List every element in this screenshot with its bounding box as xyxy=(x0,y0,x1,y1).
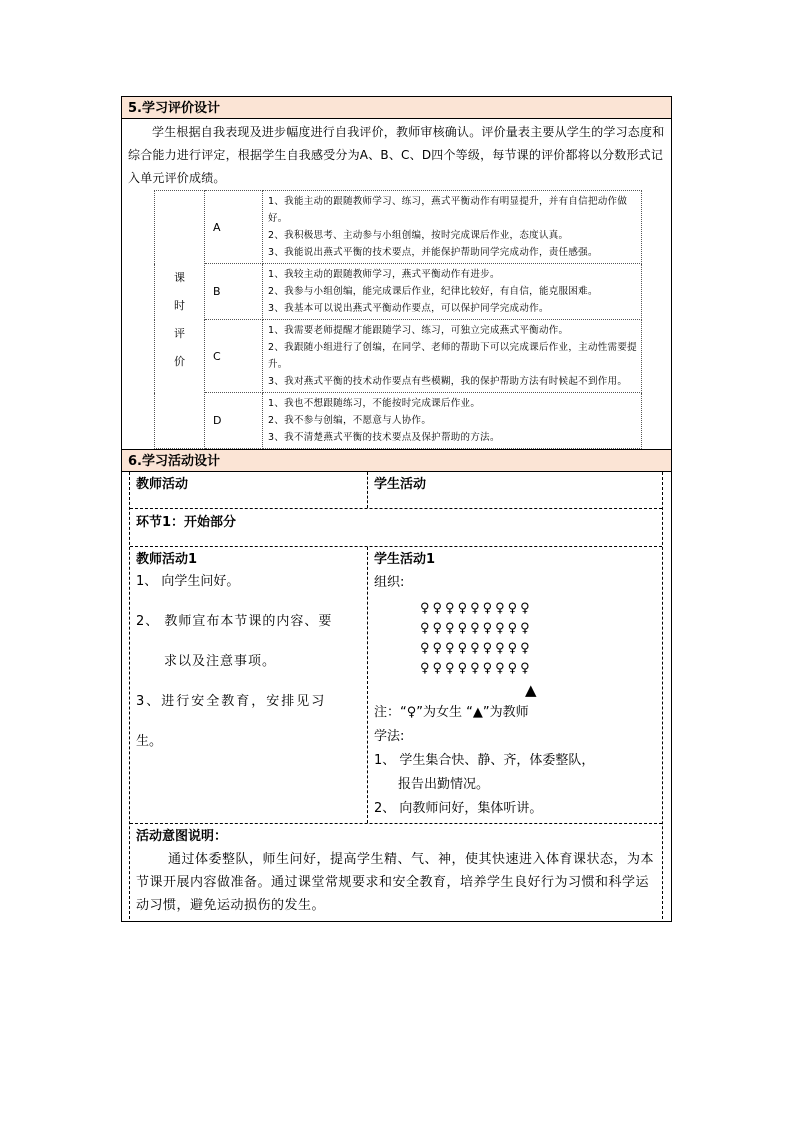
activity-intent xyxy=(130,824,662,919)
teacher-position-icon: ▲ xyxy=(525,681,537,699)
stage-title: 环节1：开始部分 xyxy=(130,509,662,547)
criteria-item: 2、我跟随小组进行了创编，在同学、老师的帮助下可以完成课后作业，主动性需要提升。 xyxy=(268,342,637,370)
activity-content-row xyxy=(130,547,662,824)
evaluation-intro xyxy=(122,121,671,190)
teacher-item: 1、 向学生问好。 xyxy=(136,574,240,589)
section-5-title: 5.学习评价设计 xyxy=(121,96,672,119)
grade-description xyxy=(263,393,642,449)
evaluation-row-d xyxy=(155,393,642,449)
activity-header-row xyxy=(130,472,662,509)
formation-note: 注：“♀”为女生 “▲”为教师 xyxy=(374,705,529,720)
teacher-activity-title: 教师活动1 xyxy=(136,552,198,567)
evaluation-row-a xyxy=(155,191,642,264)
intent-title: 活动意图说明： xyxy=(136,829,228,844)
learning-item: 报告出勤情况。 xyxy=(398,777,490,792)
learning-item: 1、 学生集合快、静、齐，体委整队， xyxy=(374,753,595,768)
category-char: 时 xyxy=(174,298,185,312)
criteria-item: 2、我不参与创编，不愿意与人协作。 xyxy=(268,415,432,426)
teacher-item: 3、进行安全教育，安排见习 xyxy=(136,694,327,709)
category-char: 课 xyxy=(174,270,185,284)
criteria-item: 3、我对燕式平衡的技术动作要点有些模糊，我的保护帮助方法有时候起不到作用。 xyxy=(268,376,628,387)
student-activity-header: 学生活动 xyxy=(374,477,427,492)
teacher-activity-header: 教师活动 xyxy=(130,472,368,508)
intent-text xyxy=(136,848,656,917)
learning-method-label: 学法: xyxy=(374,729,405,744)
grade-label: D xyxy=(205,393,263,449)
teacher-item: 2、 教师宣布本节课的内容、要 xyxy=(136,614,333,629)
teacher-item: 生。 xyxy=(136,734,163,749)
grade-label: B xyxy=(205,264,263,320)
category-char: 价 xyxy=(174,354,185,368)
evaluation-row-b xyxy=(155,264,642,320)
criteria-item: 1、我较主动的跟随教师学习，燕式平衡动作有进步。 xyxy=(268,269,500,280)
activity-table xyxy=(129,472,663,919)
evaluation-table xyxy=(154,190,642,449)
formation-row: ♀♀♀♀♀♀♀♀♀ xyxy=(420,601,533,616)
grade-description xyxy=(263,264,642,320)
student-activity-cell xyxy=(368,547,662,823)
criteria-item: 1、我需要老师提醒才能跟随学习、练习，可独立完成燕式平衡动作。 xyxy=(268,325,569,336)
section-5-body xyxy=(121,119,672,449)
criteria-item: 2、我积极思考、主动参与小组创编，按时完成课后作业，态度认真。 xyxy=(268,230,569,241)
formation-row: ♀♀♀♀♀♀♀♀♀ xyxy=(420,621,533,636)
grade-label: C xyxy=(205,320,263,393)
grade-description xyxy=(263,320,642,393)
section-6-title: 6.学习活动设计 xyxy=(121,449,672,472)
lesson-plan-page xyxy=(121,96,672,922)
criteria-item: 3、我基本可以说出燕式平衡动作要点，可以保护同学完成动作。 xyxy=(268,303,549,314)
criteria-item: 1、我也不想跟随练习，不能按时完成课后作业。 xyxy=(268,398,481,409)
student-activity-title: 学生活动1 xyxy=(374,552,436,567)
grade-description xyxy=(263,191,642,264)
teacher-activity-list xyxy=(136,571,361,753)
formation-row: ♀♀♀♀♀♀♀♀♀ xyxy=(420,641,533,656)
organization-label: 组织: xyxy=(374,575,405,590)
formation-diagram xyxy=(374,599,656,701)
evaluation-row-c xyxy=(155,320,642,393)
criteria-item: 2、我参与小组创编，能完成课后作业，纪律比较好，有自信，能克服困难。 xyxy=(268,286,598,297)
teacher-item: 求以及注意事项。 xyxy=(164,654,277,669)
learning-item: 2、 向教师问好，集体听讲。 xyxy=(374,801,543,816)
evaluation-intro-text: 学生根据自我表现及进步幅度进行自我评价，教师审核确认。评价量表主要从学生的学习态度和综合能力进行评定，根据学生自我感受分为A、B、C、D四个等级，每节课的评价都将以分数形式记入单元评价成绩。 xyxy=(128,125,665,185)
formation-row: ♀♀♀♀♀♀♀♀♀ xyxy=(420,661,533,676)
teacher-activity-cell xyxy=(130,547,368,823)
criteria-item: 1、我能主动的跟随教师学习、练习，燕式平衡动作有明显提升，并有自信把动作做好。 xyxy=(268,196,628,224)
category-char: 评 xyxy=(174,326,185,340)
category-cell xyxy=(155,191,205,449)
criteria-item: 3、我能说出燕式平衡的技术要点，并能保护帮助同学完成动作，责任感强。 xyxy=(268,247,598,258)
section-6-body xyxy=(121,472,672,922)
intent-body: 通过体委整队，师生问好，提高学生精、气、神，使其快速进入体育课状态，为本节课开展内容做准备。通过课堂常规要求和安全教育，培养学生良好行为习惯和科学运动习惯，避免运动损伤的发生。 xyxy=(136,852,655,913)
grade-label: A xyxy=(205,191,263,264)
criteria-item: 3、我不清楚燕式平衡的技术要点及保护帮助的方法。 xyxy=(268,432,500,443)
